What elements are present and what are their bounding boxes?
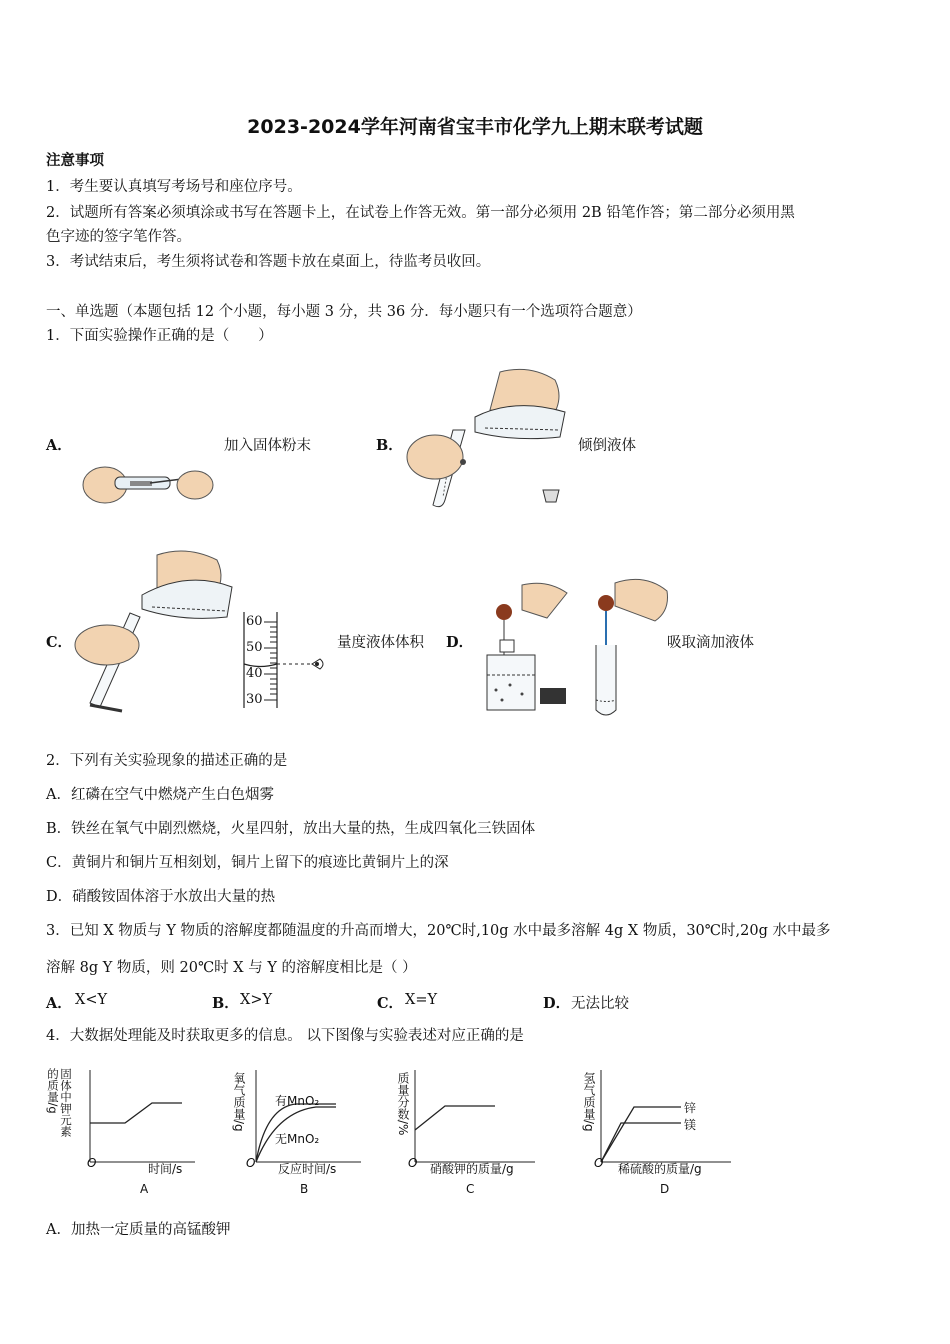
question-3-stem-cont: 溶解 8g Y 物质，则 20℃时 X 与 Y 的溶解度相比是（ ） [46, 960, 417, 976]
q2-option: A．红磷在空气中燃烧产生白色烟雾 [46, 787, 274, 803]
q1-option-a-text: 加入固体粉末 [224, 438, 311, 454]
q1-option-d-text: 吸取滴加液体 [667, 635, 754, 651]
cylinder-tick-label: 60 [246, 614, 263, 629]
graph-d-curve-label: 锌 [684, 1101, 697, 1115]
question-3-stem: 3．已知 X 物质与 Y 物质的溶解度都随温度的升高而增大，20℃时,10g 水中最多溶解 4g X 物质，30℃时,20g 水中最多 [46, 923, 831, 939]
measure-volume-illustration [72, 545, 252, 715]
graph-c-origin: O [408, 1156, 418, 1170]
graph-b-origin: O [246, 1156, 256, 1170]
page-title: 2023-2024学年河南省宝丰市化学九上期末联考试题 [247, 116, 703, 138]
graph-b-plot [236, 1070, 366, 1170]
notice-heading: 注意事项 [46, 152, 104, 169]
graph-b-xlabel: 反应时间/s [278, 1162, 337, 1176]
graph-d-curve-label: 镁 [684, 1118, 697, 1132]
q3-option-d-text: 无法比较 [571, 996, 629, 1012]
dropper-tube-illustration [590, 575, 670, 723]
graph-a-plot [70, 1070, 200, 1170]
graph-c-ylabel: 质量分数/% [396, 1072, 410, 1136]
graph-d-ylabel: 氢气质量/g [582, 1072, 596, 1132]
q3-option-c-letter: C． [377, 995, 404, 1012]
cylinder-tick-label: 50 [246, 640, 263, 655]
notice-item: 1．考生要认真填写考场号和座位序号。 [46, 179, 302, 195]
q3-option-a-letter: A． [46, 995, 72, 1012]
q3-option-b-letter: B． [212, 995, 239, 1012]
notice-item: 3．考试结束后，考生须将试卷和答题卡放在桌面上，待监考员收回。 [46, 254, 491, 270]
q1-option-b-letter: B． [376, 437, 403, 454]
question-1-stem: 1．下面实验操作正确的是（ ） [46, 328, 273, 344]
q2-option: B．铁丝在氧气中剧烈燃烧，火星四射，放出大量的热，生成四氧化三铁固体 [46, 821, 536, 837]
graph-a-xlabel: 时间/s [148, 1162, 183, 1176]
cylinder-tick-label: 40 [246, 666, 263, 681]
notice-item: 2．试题所有答案必须填涂或书写在答题卡上，在试卷上作答无效。第一部分必须用 2B 铅笔作答；第二部分必须用黑 [46, 205, 795, 221]
dropper-bottle-illustration [482, 580, 572, 715]
graph-c-plot [400, 1070, 540, 1170]
q1-option-a-letter: A． [46, 437, 72, 454]
graph-b-curve-label: 有MnO₂ [275, 1094, 320, 1108]
graph-c-xlabel: 硝酸钾的质量/g [430, 1162, 514, 1176]
q1-option-c-text: 量度液体体积 [337, 635, 424, 651]
question-2-stem: 2．下列有关实验现象的描述正确的是 [46, 753, 288, 769]
q1-option-b-text: 倾倒液体 [578, 438, 636, 454]
pour-liquid-illustration [405, 362, 575, 512]
q3-option-b-text: X>Y [240, 992, 273, 1008]
cylinder-tick-label: 30 [246, 692, 263, 707]
q4-option: A．加热一定质量的高锰酸钾 [46, 1222, 231, 1238]
section-heading: 一、单选题（本题包括 12 个小题，每小题 3 分，共 36 分．每小题只有一个选项符合题意） [46, 304, 642, 320]
graph-b-caption: B [300, 1182, 309, 1196]
q3-option-a-text: X<Y [75, 992, 108, 1008]
q2-option: D．硝酸铵固体溶于水放出大量的热 [46, 889, 276, 905]
question-4-stem: 4．大数据处理能及时获取更多的信息。 以下图像与实验表述对应正确的是 [46, 1028, 524, 1044]
graph-b-curve-label: 无MnO₂ [275, 1132, 320, 1146]
notice-item: 色字迹的签字笔作答。 [46, 229, 191, 245]
q2-option: C．黄铜片和铜片互相刻划，铜片上留下的痕迹比黄铜片上的深 [46, 855, 449, 871]
add-powder-illustration [80, 455, 220, 515]
graph-a-caption: A [140, 1182, 149, 1196]
graph-d-plot [586, 1070, 736, 1170]
graph-d-xlabel: 稀硫酸的质量/g [618, 1162, 702, 1176]
graph-a-origin: O [87, 1156, 97, 1170]
graph-d-caption: D [660, 1182, 670, 1196]
q1-option-d-letter: D． [446, 634, 474, 651]
q3-option-d-letter: D． [543, 995, 571, 1012]
graph-b-ylabel: 氧气质量/g [232, 1072, 246, 1132]
graph-a-ylabel: 固体中钾元素的质量/g [46, 1068, 73, 1137]
q1-option-c-letter: C． [46, 634, 73, 651]
graph-d-origin: O [594, 1156, 604, 1170]
graph-c-caption: C [466, 1182, 475, 1196]
q3-option-c-text: X=Y [405, 992, 438, 1008]
